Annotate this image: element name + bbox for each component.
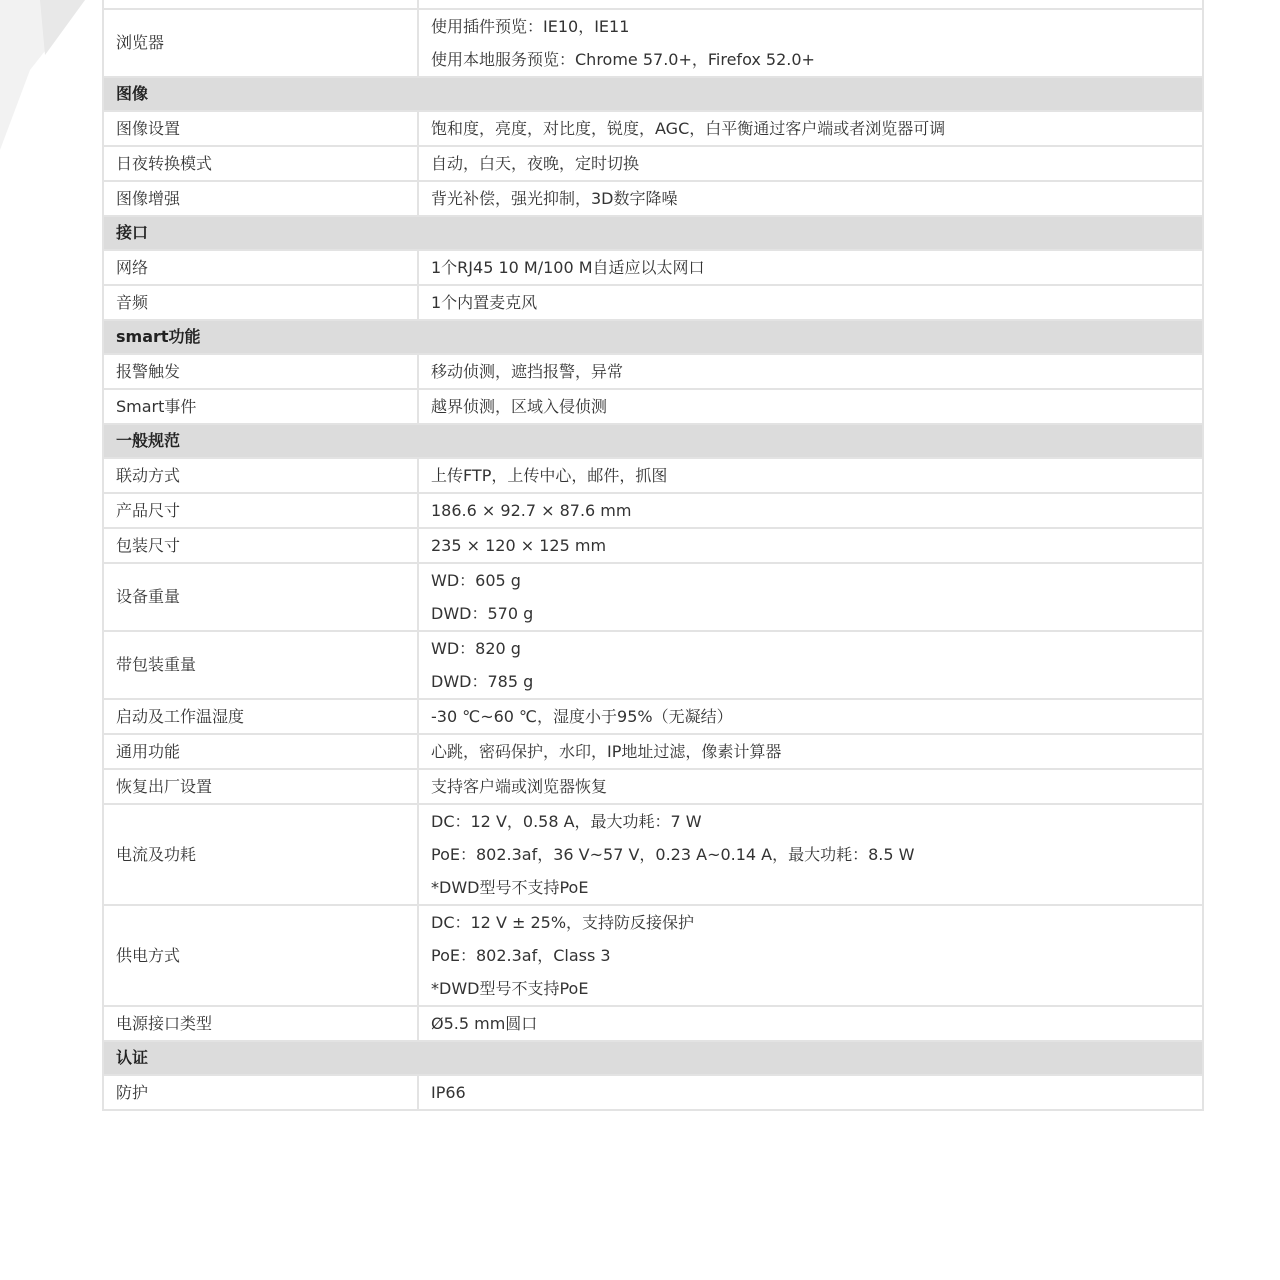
spec-label: 联动方式 bbox=[103, 458, 418, 493]
spec-value-line: 使用插件预览：IE10，IE11 bbox=[431, 17, 630, 36]
spec-value bbox=[418, 905, 1203, 1006]
spec-label: 设备重量 bbox=[103, 563, 418, 631]
spec-value bbox=[418, 9, 1203, 77]
spec-label: 日夜转换模式 bbox=[103, 146, 418, 181]
section-title: smart功能 bbox=[103, 320, 1203, 354]
spec-table bbox=[102, 0, 1204, 1111]
spec-value bbox=[418, 528, 1203, 563]
spec-value bbox=[418, 458, 1203, 493]
spec-value-line: 使用本地服务预览：Chrome 57.0+，Firefox 52.0+ bbox=[431, 50, 815, 69]
spec-value-line: 1个内置麦克风 bbox=[431, 293, 538, 312]
table-row bbox=[103, 905, 1203, 1006]
table-row bbox=[103, 285, 1203, 320]
table-row bbox=[103, 9, 1203, 77]
spec-label: 启动及工作温湿度 bbox=[103, 699, 418, 734]
table-row bbox=[103, 1075, 1203, 1110]
table-row bbox=[103, 528, 1203, 563]
spec-value bbox=[418, 181, 1203, 216]
spec-value bbox=[418, 111, 1203, 146]
spec-value-line: -30 ℃~60 ℃，湿度小于95%（无凝结） bbox=[431, 707, 733, 726]
section-header-row bbox=[103, 1041, 1203, 1075]
table-row bbox=[103, 250, 1203, 285]
spec-table-body bbox=[103, 0, 1203, 1110]
section-header-row bbox=[103, 216, 1203, 250]
spec-label: 包装尺寸 bbox=[103, 528, 418, 563]
spec-value bbox=[418, 1006, 1203, 1041]
spec-label: 恢复出厂设置 bbox=[103, 769, 418, 804]
table-row bbox=[103, 563, 1203, 631]
spec-label: 电流及功耗 bbox=[103, 804, 418, 905]
spec-value-line: DC：12 V，0.58 A，最大功耗：7 W bbox=[431, 812, 702, 831]
spec-value-line: 1个RJ45 10 M/100 M自适应以太网口 bbox=[431, 258, 705, 277]
spec-value bbox=[418, 285, 1203, 320]
table-row bbox=[103, 389, 1203, 424]
table-row bbox=[103, 699, 1203, 734]
spec-value bbox=[418, 563, 1203, 631]
spec-label: 图像设置 bbox=[103, 111, 418, 146]
spec-value bbox=[418, 699, 1203, 734]
section-title: 接口 bbox=[103, 216, 1203, 250]
spec-label: 带包装重量 bbox=[103, 631, 418, 699]
table-row bbox=[103, 354, 1203, 389]
spec-value bbox=[418, 631, 1203, 699]
spec-label: 产品尺寸 bbox=[103, 493, 418, 528]
spec-label: 网络 bbox=[103, 250, 418, 285]
table-row bbox=[103, 493, 1203, 528]
table-row-stub bbox=[103, 0, 1203, 9]
spec-value-line: 上传FTP，上传中心，邮件，抓图 bbox=[431, 466, 668, 485]
spec-value-line: DWD：570 g bbox=[431, 604, 534, 623]
spec-value-line: Ø5.5 mm圆口 bbox=[431, 1014, 538, 1033]
spec-value-line: WD：605 g bbox=[431, 571, 521, 590]
spec-value-line: 235 × 120 × 125 mm bbox=[431, 536, 607, 555]
spec-value bbox=[418, 389, 1203, 424]
spec-value bbox=[418, 734, 1203, 769]
decorative-corner-graphic bbox=[0, 0, 110, 160]
section-header-row bbox=[103, 424, 1203, 458]
spec-value bbox=[418, 493, 1203, 528]
spec-label: 音频 bbox=[103, 285, 418, 320]
table-row bbox=[103, 769, 1203, 804]
table-row bbox=[103, 1006, 1203, 1041]
spec-label: 通用功能 bbox=[103, 734, 418, 769]
table-row bbox=[103, 111, 1203, 146]
spec-label: 防护 bbox=[103, 1075, 418, 1110]
spec-value bbox=[418, 804, 1203, 905]
spec-label: 浏览器 bbox=[103, 9, 418, 77]
spec-label: 供电方式 bbox=[103, 905, 418, 1006]
stub-cell bbox=[418, 0, 1203, 9]
section-title: 图像 bbox=[103, 77, 1203, 111]
spec-value-line: PoE：802.3af，Class 3 bbox=[431, 946, 611, 965]
table-row bbox=[103, 458, 1203, 493]
spec-value-line: 移动侦测，遮挡报警，异常 bbox=[431, 362, 624, 381]
spec-label: 报警触发 bbox=[103, 354, 418, 389]
spec-value bbox=[418, 769, 1203, 804]
spec-value-line: 自动，白天，夜晚，定时切换 bbox=[431, 154, 640, 173]
spec-value-line: 饱和度，亮度，对比度，锐度，AGC，白平衡通过客户端或者浏览器可调 bbox=[431, 119, 946, 138]
spec-value-line: 支持客户端或浏览器恢复 bbox=[431, 777, 608, 796]
table-row bbox=[103, 631, 1203, 699]
spec-value bbox=[418, 146, 1203, 181]
spec-value bbox=[418, 250, 1203, 285]
table-row bbox=[103, 734, 1203, 769]
section-title: 认证 bbox=[103, 1041, 1203, 1075]
stub-cell bbox=[103, 0, 418, 9]
spec-value-line: DWD：785 g bbox=[431, 672, 534, 691]
spec-value-line: *DWD型号不支持PoE bbox=[431, 979, 589, 998]
spec-label: 图像增强 bbox=[103, 181, 418, 216]
spec-value-line: IP66 bbox=[431, 1083, 466, 1102]
section-header-row bbox=[103, 320, 1203, 354]
table-row bbox=[103, 146, 1203, 181]
spec-value-line: 背光补偿，强光抑制，3D数字降噪 bbox=[431, 189, 678, 208]
spec-value-line: 心跳，密码保护，水印，IP地址过滤，像素计算器 bbox=[431, 742, 782, 761]
spec-value-line: 越界侦测，区域入侵侦测 bbox=[431, 397, 608, 416]
spec-value-line: DC：12 V ± 25%，支持防反接保护 bbox=[431, 913, 695, 932]
spec-value bbox=[418, 354, 1203, 389]
section-title: 一般规范 bbox=[103, 424, 1203, 458]
spec-value-line: *DWD型号不支持PoE bbox=[431, 878, 589, 897]
spec-label: Smart事件 bbox=[103, 389, 418, 424]
spec-value bbox=[418, 1075, 1203, 1110]
table-row bbox=[103, 181, 1203, 216]
section-header-row bbox=[103, 77, 1203, 111]
spec-value-line: 186.6 × 92.7 × 87.6 mm bbox=[431, 501, 632, 520]
spec-label: 电源接口类型 bbox=[103, 1006, 418, 1041]
spec-value-line: PoE：802.3af，36 V~57 V，0.23 A~0.14 A，最大功耗：8.5 W bbox=[431, 845, 915, 864]
spec-value-line: WD：820 g bbox=[431, 639, 521, 658]
table-row bbox=[103, 804, 1203, 905]
